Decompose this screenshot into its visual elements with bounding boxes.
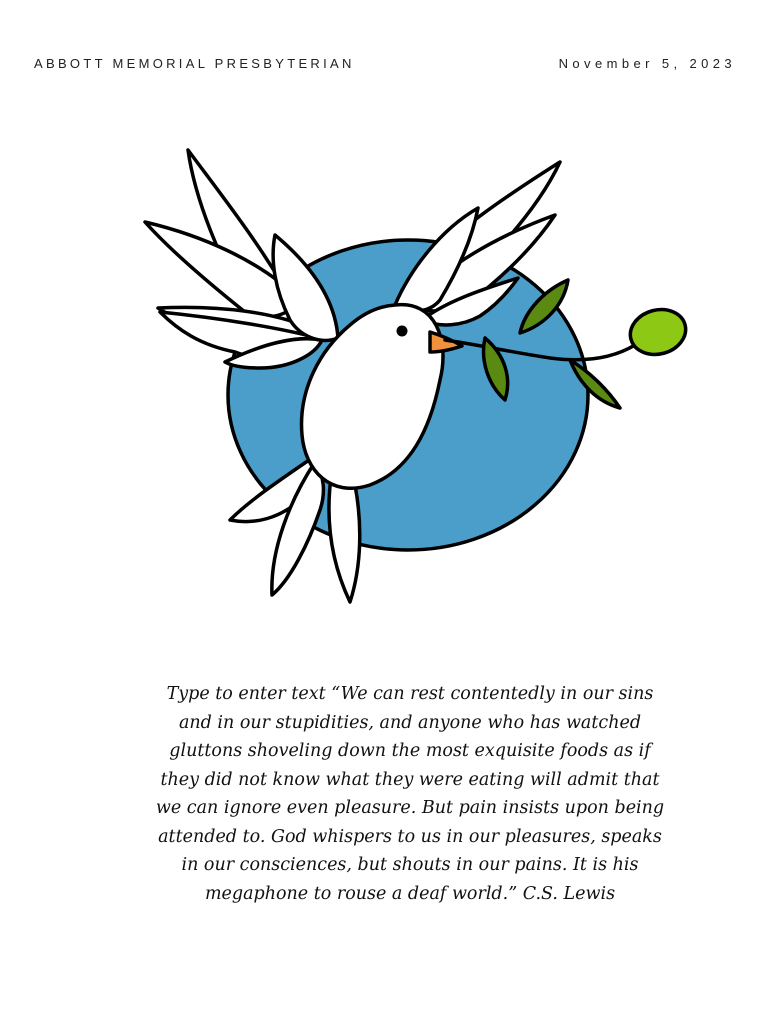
dove-eye bbox=[397, 326, 408, 337]
olive-fruit bbox=[625, 304, 690, 361]
church-name: ABBOTT MEMORIAL PRESBYTERIAN bbox=[34, 55, 355, 71]
page-header bbox=[34, 53, 736, 73]
bulletin-date: November 5, 2023 bbox=[558, 55, 736, 71]
dove-illustration bbox=[145, 150, 691, 602]
quote-text[interactable]: Type to enter text “We can rest contentedly in our sins and in our stupidities, and anyone who has watched gluttons shoveling down the most exquisite foods as if they did not know what they were eating will admit that we can ignore even pleasure. But pain insists upon being attended to. God whispers to us in our pleasures, speaks in our consciences, but shouts in our pains. It is his megaphone to rouse a deaf world.” C.S. Lewis bbox=[155, 684, 665, 904]
dove-with-olive-branch-icon bbox=[140, 140, 700, 620]
